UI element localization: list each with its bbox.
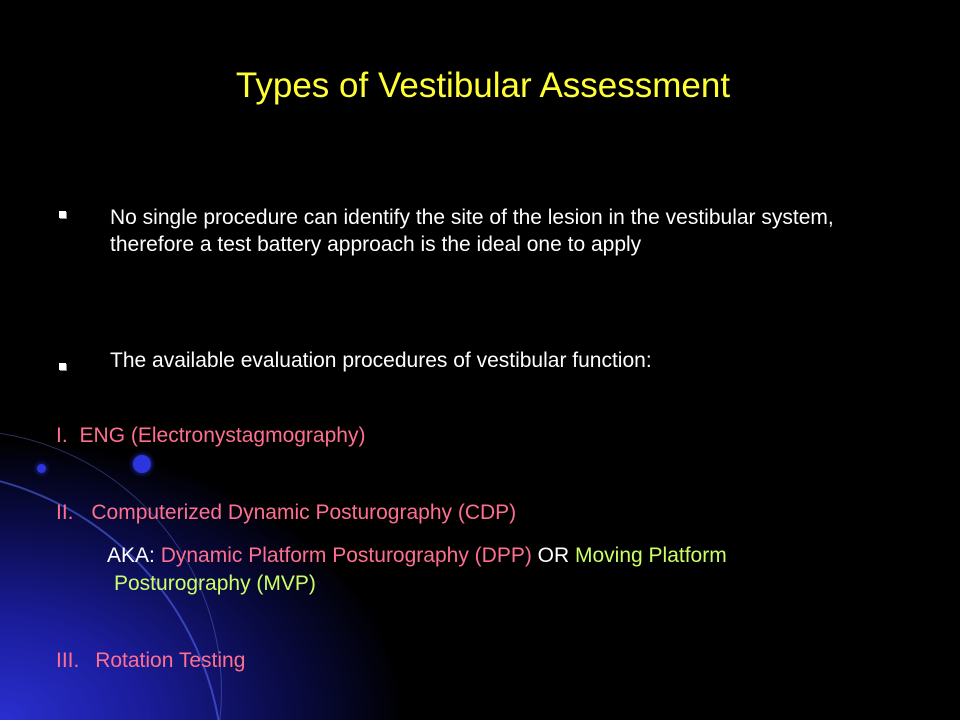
square-bullet-icon: [59, 211, 66, 218]
item-numeral: II.: [56, 501, 74, 524]
item-label: Rotation Testing: [95, 649, 246, 672]
decorative-dot: [133, 455, 151, 473]
item-numeral: I.: [56, 424, 68, 447]
aka-line-1: [107, 542, 727, 569]
aka-joiner: OR: [531, 544, 575, 567]
item-numeral: III.: [56, 649, 80, 672]
bullet-text: No single procedure can identify the site of the lesion in the vestibular system, therefore a test battery approach is the ideal one to apply: [110, 206, 834, 256]
aka-term-mvp-part2: Posturography (MVP): [114, 572, 316, 595]
aka-term-dpp: Dynamic Platform Posturography (DPP): [160, 544, 532, 567]
item-label: ENG (Electronystagmography): [79, 424, 366, 447]
list-item: [56, 647, 245, 674]
square-bullet-icon: [59, 363, 66, 370]
decorative-dot: [37, 464, 46, 473]
list-item: [56, 422, 365, 449]
aka-prefix: AKA:: [107, 544, 161, 567]
aka-line-2: [114, 570, 316, 597]
aka-term-mvp-part1: Moving Platform: [575, 544, 727, 567]
item-label: Computerized Dynamic Posturography (CDP): [91, 501, 517, 524]
bullet-text: The available evaluation procedures of vestibular function:: [110, 349, 652, 372]
slide-title: Types of Vestibular Assessment: [235, 66, 731, 105]
list-item: [56, 499, 516, 526]
